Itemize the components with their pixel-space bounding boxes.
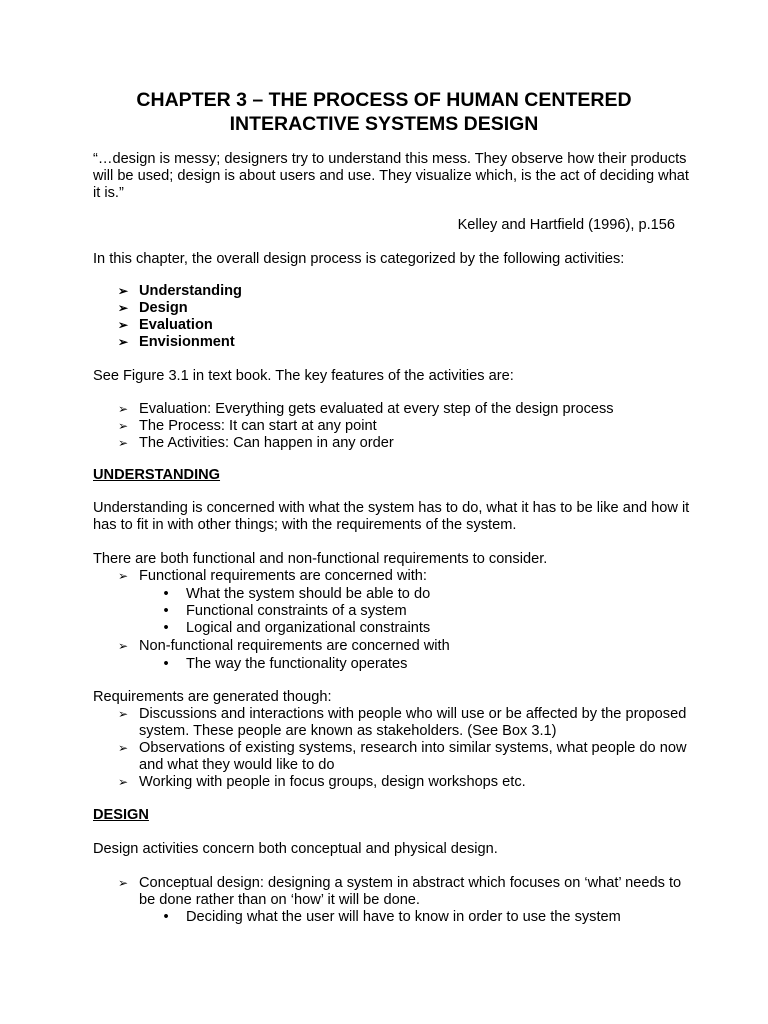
arrow-bullet-icon: ➢ [117, 318, 129, 332]
functional-item-text: Functional constraints of a system [186, 603, 407, 619]
arrow-bullet-icon: ➢ [117, 402, 129, 416]
quote-text: “…design is messy; designers try to understand this mess. They observe how their products will be used; design is about users and use. They visualize which, is the act of deciding what it is.” [93, 151, 689, 201]
arrow-bullet-icon: ➢ [117, 301, 129, 315]
bullet-icon: • [163, 603, 169, 619]
chapter-title-line-2: INTERACTIVE SYSTEMS DESIGN [229, 113, 539, 135]
conceptual-design-text: Conceptual design: designing a system in abstract which focuses on ‘what’ needs to be done rather than on ‘how’ it will be done. [139, 875, 682, 908]
arrow-bullet-icon: ➢ [117, 419, 129, 433]
generated-item-text: Working with people in focus groups, design workshops etc. [139, 774, 526, 790]
list-item [93, 586, 693, 603]
feature-text: The Activities: Can happen in any order [139, 435, 394, 451]
nonfunctional-requirements-label: Non-functional requirements are concerned with [139, 638, 450, 654]
arrow-bullet-icon: ➢ [117, 335, 129, 349]
generated-intro: Requirements are generated though: [93, 689, 332, 705]
understanding-heading: UNDERSTANDING [93, 467, 221, 483]
features-list [93, 401, 693, 452]
list-item [93, 706, 693, 740]
list-item [93, 909, 693, 926]
list-item [93, 638, 693, 655]
conceptual-items-list [93, 909, 693, 926]
bullet-icon: • [163, 909, 169, 925]
list-item [93, 317, 693, 334]
list-item [93, 656, 693, 673]
list-item [93, 401, 693, 418]
arrow-bullet-icon: ➢ [117, 639, 129, 653]
requirements-intro: There are both functional and non-functional requirements to consider. [93, 551, 548, 567]
design-list [93, 875, 693, 909]
functional-item-text: What the system should be able to do [186, 586, 431, 602]
nonfunctional-list [93, 638, 693, 655]
activities-list [93, 283, 693, 351]
feature-text: Evaluation: Everything gets evaluated at every step of the design process [139, 401, 614, 417]
design-heading: DESIGN [93, 807, 149, 823]
arrow-bullet-icon: ➢ [117, 436, 129, 450]
bullet-icon: • [163, 620, 169, 636]
intro-paragraph: In this chapter, the overall design process is categorized by the following activities: [93, 251, 625, 267]
activity-label: Design [139, 300, 188, 316]
chapter-title [0, 88, 768, 136]
list-item [93, 435, 693, 452]
design-paragraph: Design activities concern both conceptual and physical design. [93, 841, 498, 857]
list-item [93, 568, 693, 585]
list-item [93, 740, 693, 774]
arrow-bullet-icon: ➢ [117, 707, 129, 721]
list-item [93, 334, 693, 351]
functional-requirements-label: Functional requirements are concerned with: [139, 568, 427, 584]
list-item [93, 283, 693, 300]
arrow-bullet-icon: ➢ [117, 741, 129, 755]
activity-label: Evaluation [139, 317, 213, 333]
arrow-bullet-icon: ➢ [117, 876, 129, 890]
figure-reference: See Figure 3.1 in text book. The key features of the activities are: [93, 368, 514, 384]
requirements-list [93, 568, 693, 585]
list-item [93, 774, 693, 791]
list-item [93, 875, 693, 909]
list-item [93, 603, 693, 620]
functional-items-list [93, 586, 693, 637]
list-item [93, 418, 693, 435]
generated-list [93, 706, 693, 791]
list-item [93, 620, 693, 637]
generated-item-text: Discussions and interactions with people who will use or be affected by the proposed system. These people are known as stakeholders. (See Box 3.1) [139, 706, 687, 739]
conceptual-item-text: Deciding what the user will have to know in order to use the system [186, 909, 621, 925]
list-item [93, 300, 693, 317]
arrow-bullet-icon: ➢ [117, 775, 129, 789]
feature-text: The Process: It can start at any point [139, 418, 377, 434]
nonfunctional-items-list [93, 656, 693, 673]
nonfunctional-item-text: The way the functionality operates [186, 656, 408, 672]
bullet-icon: • [163, 656, 169, 672]
arrow-bullet-icon: ➢ [117, 284, 129, 298]
bullet-icon: • [163, 586, 169, 602]
functional-item-text: Logical and organizational constraints [186, 620, 431, 636]
generated-item-text: Observations of existing systems, research into similar systems, what people do now and what they would like to do [139, 740, 687, 773]
activity-label: Envisionment [139, 334, 235, 350]
arrow-bullet-icon: ➢ [117, 569, 129, 583]
chapter-title-line-1: CHAPTER 3 – THE PROCESS OF HUMAN CENTERED [136, 89, 632, 111]
understanding-paragraph: Understanding is concerned with what the system has to do, what it has to be like and how it has to fit in with other things; with the requirements of the system. [93, 500, 690, 533]
activity-label: Understanding [139, 283, 242, 299]
quote-citation: Kelley and Hartfield (1996), p.156 [457, 217, 675, 233]
